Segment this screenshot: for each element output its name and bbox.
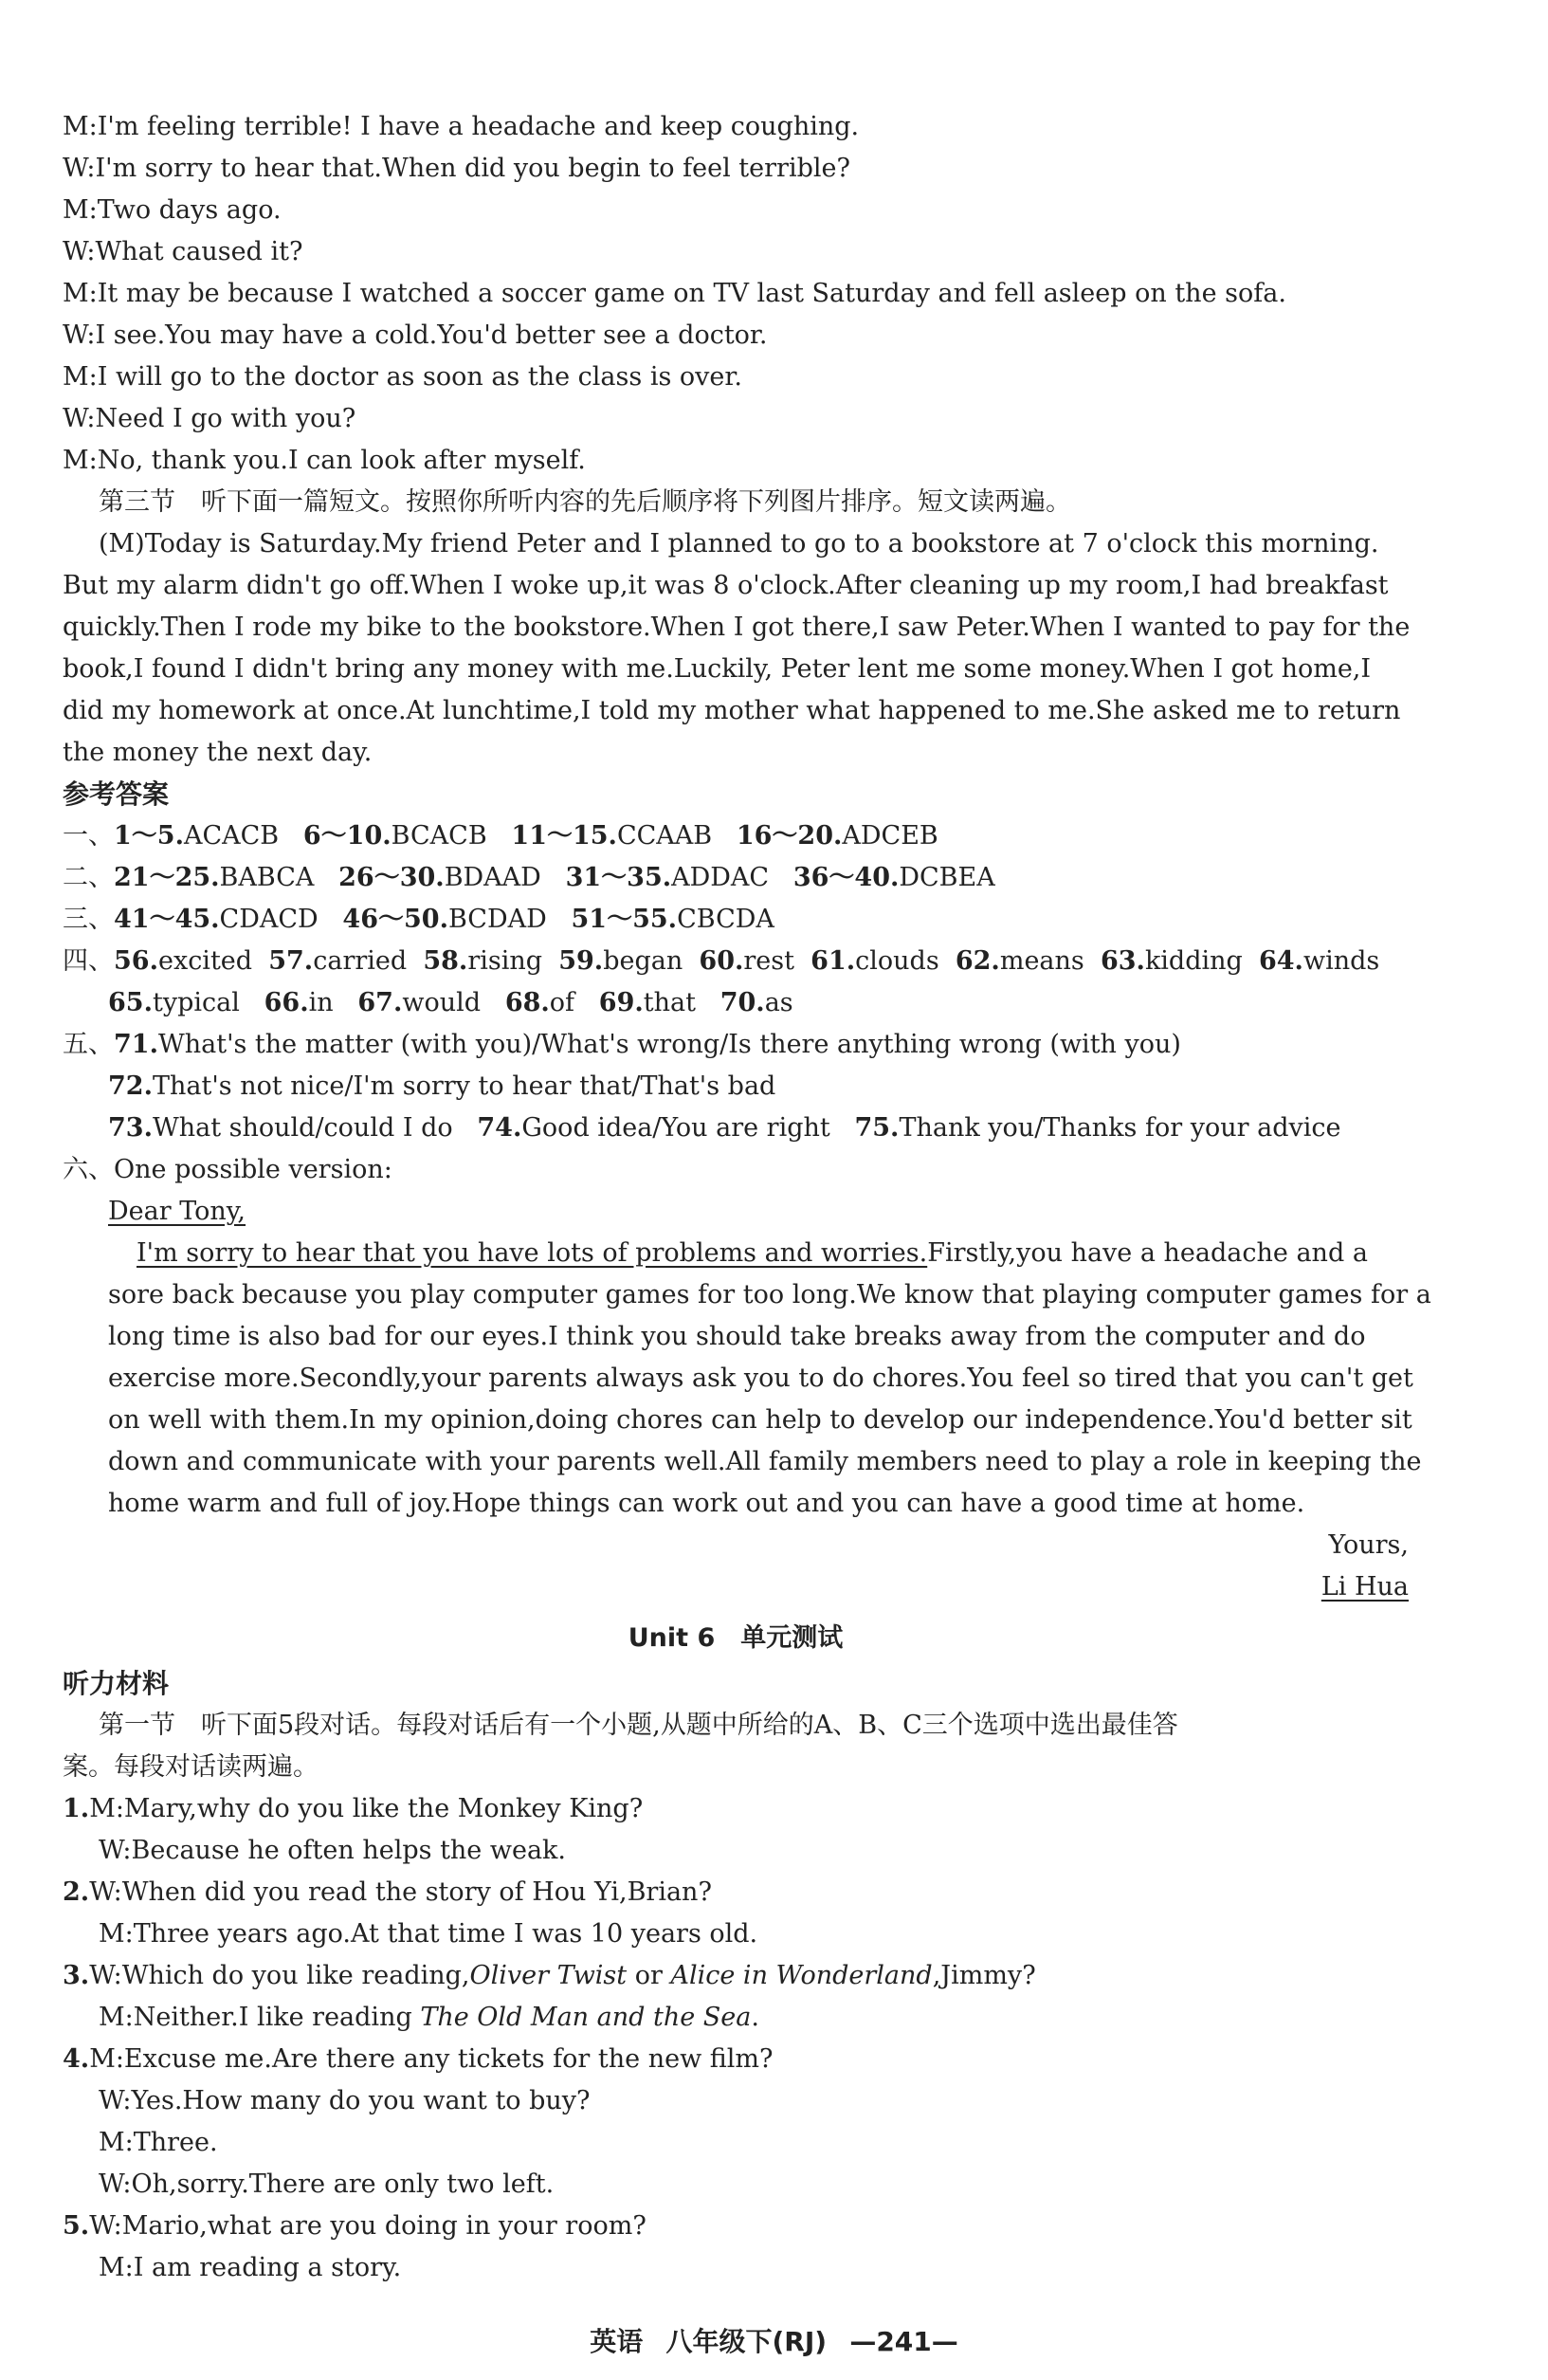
dialog-line: 1.M:Mary,why do you like the Monkey King? [63,1794,644,1823]
answer-row-72: 72.That's not nice/I'm sorry to hear that/That's bad [108,1071,776,1101]
dialog-line: W:Yes.How many do you want to buy? [99,2086,591,2115]
letter-line: exercise more.Secondly,your parents always ask you to do chores.You feel so tired that you can't get [108,1364,1413,1393]
dialog-line: W:What caused it? [63,237,303,266]
answer-row-two: 二、21～25.BABCA 26～30.BDAAD 31～35.ADDAC 36～40.DCBEA [63,863,995,892]
passage-line: But my alarm didn't go off.When I woke up,it was 8 o'clock.After cleaning up my room,I had breakfast [63,571,1389,600]
dialog-line: M:Two days ago. [63,195,282,225]
dialog-line: M:No, thank you.I can look after myself. [63,446,586,475]
passage-line: book,I found I didn't bring any money with me.Luckily, Peter lent me some money.When I got home,I [63,654,1372,684]
answer-row-four-b: 65.typical 66.in 67.would 68.of 69.that 70.as [108,988,793,1017]
letter-line: home warm and full of joy.Hope things can work out and you can have a good time at home. [108,1489,1305,1518]
answer-row-six: 六、One possible version: [63,1155,392,1184]
footer-grade: 八年级下(RJ) [665,2326,828,2357]
dialog-line: M:I'm feeling terrible! I have a headache and keep coughing. [63,112,860,141]
listening-heading: 听力材料 [63,1668,170,1699]
answer-row-four: 四、56.excited 57.carried 58.rising 59.began 60.rest 61.clouds 62.means 63.kidding 64.winds [63,946,1380,976]
footer-subject: 英语 [590,2326,644,2357]
passage-line: (M)Today is Saturday.My friend Peter and I planned to go to a bookstore at 7 o'clock this morning. [99,529,1379,558]
letter-closing: Yours, [1328,1530,1409,1560]
letter-line: down and communicate with your parents well.All family members need to play a role in keeping the [108,1447,1422,1476]
answer-row-73-75: 73.What should/could I do 74.Good idea/You are right 75.Thank you/Thanks for your advice [108,1113,1341,1143]
letter-line: sore back because you play computer games for too long.We know that playing computer games for a [108,1280,1431,1309]
letter-line: on well with them.In my opinion,doing chores can help to develop our independence.You'd better sit [108,1405,1412,1435]
answer-row-one: 一、1～5.ACACB 6～10.BCACB 11～15.CCAAB 16～20.ADCEB [63,821,938,851]
dialog-line: M:Three. [99,2128,218,2157]
answers-heading: 参考答案 [63,778,170,810]
dialog-line: 4.M:Excuse me.Are there any tickets for the new film? [63,2044,774,2074]
passage-line: quickly.Then I rode my bike to the bookstore.When I got there,I saw Peter.When I wanted to pay for the [63,613,1411,642]
dialog-line: W:Need I go with you? [63,404,356,433]
page-footer [0,2321,1548,2359]
letter-signature: Li Hua [1320,1572,1409,1602]
section-intro: 第一节 听下面5段对话。每段对话后有一个小题,从题中所给的A、B、C三个选项中选出最佳答 [99,1711,1178,1740]
section-intro: 案。每段对话读两遍。 [63,1752,319,1782]
dialog-line: W:I'm sorry to hear that.When did you begin to feel terrible? [63,154,850,183]
answer-row-three: 三、41～45.CDACD 46～50.BCDAD 51～55.CBCDA [63,905,774,934]
dialog-line: M:I am reading a story. [99,2253,402,2282]
letter-greeting: Dear Tony, [108,1197,246,1226]
unit-title: Unit 6 单元测试 [628,1623,844,1653]
passage-line: did my homework at once.At lunchtime,I told my mother what happened to me.She asked me to return [63,696,1401,725]
dialog-line: 5.W:Mario,what are you doing in your room? [63,2211,647,2241]
dialog-line: M:I will go to the doctor as soon as the class is over. [63,362,742,392]
dialog-line: M:Neither.I like reading The Old Man and the Sea. [99,2003,759,2032]
dialog-line: W:I see.You may have a cold.You'd better see a doctor. [63,320,768,350]
dialog-line: W:Because he often helps the weak. [99,1836,567,1865]
passage-line: the money the next day. [63,738,373,767]
dialog-line: M:It may be because I watched a soccer game on TV last Saturday and fell asleep on the sofa. [63,279,1286,308]
dialog-line: W:Oh,sorry.There are only two left. [99,2169,555,2199]
section-intro: 第三节 听下面一篇短文。按照你所听内容的先后顺序将下列图片排序。短文读两遍。 [99,487,1071,517]
dialog-line: 2.W:When did you read the story of Hou Yi,Brian? [63,1877,712,1907]
dialog-line: 3.W:Which do you like reading,Oliver Twist or Alice in Wonderland,Jimmy? [63,1961,1036,1990]
dialog-line: M:Three years ago.At that time I was 10 years old. [99,1919,758,1949]
letter-line: long time is also bad for our eyes.I think you should take breaks away from the computer and do [108,1322,1366,1351]
answer-row-five: 五、71.What's the matter (with you)/What's wrong/Is there anything wrong (with you) [63,1030,1181,1059]
letter-line: I'm sorry to hear that you have lots of problems and worries.Firstly,you have a headache and a [137,1238,1368,1268]
page-number: —241— [849,2326,958,2357]
